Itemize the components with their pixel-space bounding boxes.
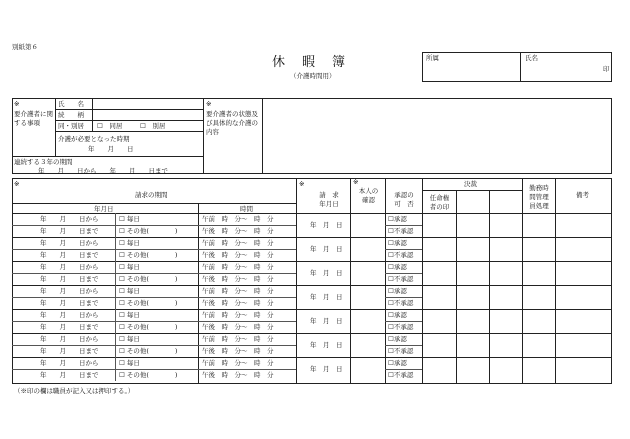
row-col-divider [115, 333, 116, 357]
row-date-from[interactable]: 年 月 日から [40, 263, 99, 271]
row-divider [12, 285, 612, 286]
row-date-from[interactable]: 年 月 日から [40, 359, 99, 367]
col-attendance-header: 勤務時 間管理 員処理 [529, 184, 549, 210]
row-approve-checkbox[interactable]: ☐承認 [388, 287, 407, 295]
row-date-to[interactable]: 年 月 日まで [40, 323, 99, 331]
row-time-pm[interactable]: 午後 時 分～ 時 分 [202, 251, 274, 259]
row-other-checkbox[interactable]: ☐ その他( ) [119, 323, 178, 331]
row-daily-checkbox[interactable]: ☐ 毎日 [119, 239, 140, 247]
col-date-header: 年月日 [94, 205, 114, 213]
row-approve-checkbox[interactable]: ☐承認 [388, 359, 407, 367]
table-mark-3: ※ [353, 178, 359, 186]
care-right-mark: ※ [206, 100, 212, 108]
row-col-divider [115, 261, 116, 285]
care-name-label: 氏 名 [58, 100, 84, 108]
col-remarks-header: 備考 [576, 191, 589, 199]
row-date-to[interactable]: 年 月 日まで [40, 299, 99, 307]
dept-label: 所属 [426, 54, 439, 62]
row-mid-divider [12, 369, 296, 370]
row-time-am[interactable]: 午前 時 分～ 時 分 [202, 359, 274, 367]
row-reject-checkbox[interactable]: ☐不承認 [388, 227, 414, 235]
care-need-label: 介護が必要となった時期 [58, 135, 130, 143]
row-reject-checkbox[interactable]: ☐不承認 [388, 323, 414, 331]
row-mid-divider [12, 225, 296, 226]
row-time-am[interactable]: 午前 時 分～ 時 分 [202, 239, 274, 247]
row-time-am[interactable]: 午前 時 分～ 時 分 [202, 335, 274, 343]
row-date-from[interactable]: 年 月 日から [40, 239, 99, 247]
row-reject-checkbox[interactable]: ☐不承認 [388, 299, 414, 307]
row-daily-checkbox[interactable]: ☐ 毎日 [119, 263, 140, 271]
row-approve-checkbox[interactable]: ☐承認 [388, 263, 407, 271]
row-approve-checkbox[interactable]: ☐承認 [388, 239, 407, 247]
row-reject-checkbox[interactable]: ☐不承認 [388, 251, 414, 259]
row-divider [12, 357, 612, 358]
row-time-pm[interactable]: 午後 時 分～ 時 分 [202, 371, 274, 379]
row-approve-checkbox[interactable]: ☐承認 [388, 215, 407, 223]
row-daily-checkbox[interactable]: ☐ 毎日 [119, 335, 140, 343]
care-cohabit-label: 同・別居 [58, 122, 84, 130]
row-mid-divider [12, 345, 296, 346]
row-mid-divider [385, 297, 422, 298]
footnote: （※印の欄は職員が記入又は押印する。） [14, 387, 135, 395]
row-mid-divider [385, 225, 422, 226]
form-number: 別紙第６ [12, 43, 38, 51]
row-mid-divider [385, 369, 422, 370]
row-divider [12, 237, 612, 238]
row-time-pm[interactable]: 午後 時 分～ 時 分 [202, 227, 274, 235]
row-request-date[interactable]: 年 月 日 [310, 365, 343, 373]
row-date-to[interactable]: 年 月 日まで [40, 251, 99, 259]
cohabit-same-checkbox[interactable]: ☐ 同居 [97, 122, 123, 130]
row-reject-checkbox[interactable]: ☐不承認 [388, 347, 414, 355]
row-mid-divider [385, 321, 422, 322]
row-mid-divider [12, 297, 296, 298]
header-box [422, 52, 612, 82]
row-col-divider [115, 213, 116, 237]
row-daily-checkbox[interactable]: ☐ 毎日 [119, 359, 140, 367]
row-other-checkbox[interactable]: ☐ その他( ) [119, 275, 178, 283]
period-value: 年 月 日から 年 月 日まで [38, 167, 168, 175]
row-time-pm[interactable]: 午後 時 分～ 時 分 [202, 299, 274, 307]
row-daily-checkbox[interactable]: ☐ 毎日 [119, 215, 140, 223]
row-time-am[interactable]: 午前 時 分～ 時 分 [202, 311, 274, 319]
row-request-date[interactable]: 年 月 日 [310, 245, 343, 253]
row-other-checkbox[interactable]: ☐ その他( ) [119, 251, 178, 259]
row-time-am[interactable]: 午前 時 分～ 時 分 [202, 263, 274, 271]
row-mid-divider [12, 321, 296, 322]
row-mid-divider [385, 345, 422, 346]
col-time-header: 時間 [240, 205, 253, 213]
row-time-pm[interactable]: 午後 時 分～ 時 分 [202, 275, 274, 283]
row-request-date[interactable]: 年 月 日 [310, 269, 343, 277]
row-col-divider [115, 357, 116, 381]
row-date-to[interactable]: 年 月 日まで [40, 227, 99, 235]
care-relation-label: 続 柄 [58, 111, 84, 119]
care-right-label: 要介護者の状態及び具体的な介護の内容 [206, 110, 258, 136]
col-request-date-header: 請 求 年月日 [319, 191, 339, 209]
row-daily-checkbox[interactable]: ☐ 毎日 [119, 311, 140, 319]
col-appointer-header: 任命権 者の印 [429, 194, 450, 212]
seal-label: 印 [603, 65, 610, 73]
row-other-checkbox[interactable]: ☐ その他( ) [119, 299, 178, 307]
care-mark: ※ [14, 100, 20, 108]
row-time-pm[interactable]: 午後 時 分～ 時 分 [202, 347, 274, 355]
care-need-date: 年 月 日 [88, 145, 134, 153]
row-time-am[interactable]: 午前 時 分～ 時 分 [202, 215, 274, 223]
row-daily-checkbox[interactable]: ☐ 毎日 [119, 287, 140, 295]
row-time-am[interactable]: 午前 時 分～ 時 分 [202, 287, 274, 295]
row-mid-divider [385, 273, 422, 274]
row-request-date[interactable]: 年 月 日 [310, 317, 343, 325]
col-self-confirm-header: 本人の 確認 [358, 187, 379, 205]
row-approve-checkbox[interactable]: ☐承認 [388, 311, 407, 319]
row-other-checkbox[interactable]: ☐ その他( ) [119, 227, 178, 235]
row-approve-checkbox[interactable]: ☐承認 [388, 335, 407, 343]
row-mid-divider [12, 273, 296, 274]
row-other-checkbox[interactable]: ☐ その他( ) [119, 371, 178, 379]
row-mid-divider [12, 249, 296, 250]
row-mid-divider [385, 249, 422, 250]
col-approval-header: 承認の 可 否 [394, 191, 414, 209]
row-date-to[interactable]: 年 月 日まで [40, 371, 99, 379]
care-left-label: 要介護者に関する事項 [14, 110, 53, 127]
row-other-checkbox[interactable]: ☐ その他( ) [119, 347, 178, 355]
row-divider [12, 309, 612, 310]
row-col-divider [115, 237, 116, 261]
row-date-to[interactable]: 年 月 日まで [40, 347, 99, 355]
row-date-from[interactable]: 年 月 日から [40, 287, 99, 295]
row-request-date[interactable]: 年 月 日 [310, 293, 343, 301]
row-col-divider [115, 285, 116, 309]
page-subtitle: （介護時間用） [290, 72, 336, 80]
row-date-from[interactable]: 年 月 日から [40, 215, 99, 223]
row-divider [12, 261, 612, 262]
row-request-date[interactable]: 年 月 日 [310, 221, 343, 229]
row-date-to[interactable]: 年 月 日まで [40, 275, 99, 283]
row-divider [12, 333, 612, 334]
cohabit-separate-checkbox[interactable]: ☐ 別居 [140, 122, 166, 130]
row-date-from[interactable]: 年 月 日から [40, 335, 99, 343]
table-mark: ※ [14, 180, 20, 188]
table-mark-2: ※ [299, 180, 305, 188]
request-period-header: 請求の期間 [135, 191, 168, 199]
row-col-divider [115, 309, 116, 333]
row-reject-checkbox[interactable]: ☐不承認 [388, 275, 414, 283]
row-request-date[interactable]: 年 月 日 [310, 341, 343, 349]
row-reject-checkbox[interactable]: ☐不承認 [388, 371, 414, 379]
name-label: 氏名 [525, 54, 538, 62]
row-time-pm[interactable]: 午後 時 分～ 時 分 [202, 323, 274, 331]
row-date-from[interactable]: 年 月 日から [40, 311, 99, 319]
period-label: 連続する３年の期間 [14, 158, 73, 166]
page-title: 休 暇 簿 [272, 55, 348, 70]
col-decision-header: 決裁 [464, 180, 477, 188]
